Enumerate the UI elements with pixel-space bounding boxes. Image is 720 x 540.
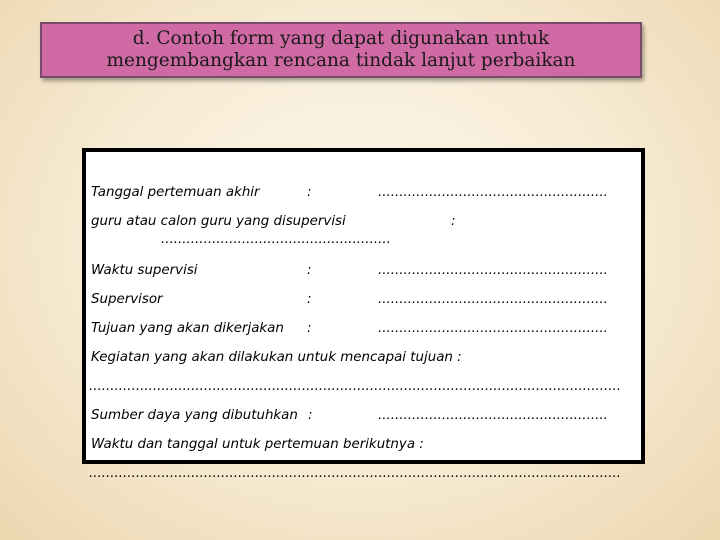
blank-waktu-tanggal[interactable]: ............................................................................................................................. — [89, 466, 622, 481]
blank-tanggal-pertemuan[interactable]: ...................................................... — [378, 185, 608, 200]
colon-tujuan: : — [307, 321, 312, 336]
label-tujuan: Tujuan yang akan dikerjakan — [91, 321, 284, 336]
slide-title-line-1: d. Contoh form yang dapat digunakan untuk — [132, 28, 550, 49]
label-guru-disupervisi: guru atau calon guru yang disupervisi — [91, 214, 346, 229]
blank-guru-disupervisi[interactable]: ...................................................... — [161, 232, 391, 247]
label-tanggal-pertemuan: Tanggal pertemuan akhir — [91, 185, 260, 200]
label-supervisor: Supervisor — [91, 292, 163, 307]
blank-waktu-supervisi[interactable]: ...................................................... — [378, 263, 608, 278]
colon-waktu-supervisi: : — [307, 263, 312, 278]
colon-guru-disupervisi: : — [451, 214, 456, 229]
label-kegiatan: Kegiatan yang akan dilakukan untuk mencapai tujuan : — [91, 350, 462, 365]
colon-tanggal-pertemuan: : — [307, 185, 312, 200]
blank-sumber-daya[interactable]: ...................................................... — [378, 408, 608, 423]
colon-sumber-daya: : — [308, 408, 313, 423]
slide-title — [40, 22, 642, 78]
label-waktu-supervisi: Waktu supervisi — [91, 263, 198, 278]
blank-supervisor[interactable]: ...................................................... — [378, 292, 608, 307]
blank-tujuan[interactable]: ...................................................... — [378, 321, 608, 336]
blank-kegiatan[interactable]: ............................................................................................................................. — [89, 379, 622, 394]
label-sumber-daya: Sumber daya yang dibutuhkan — [91, 408, 298, 423]
slide-title-line-2: mengembangkan rencana tindak lanjut perbaikan — [106, 50, 576, 71]
label-waktu-tanggal: Waktu dan tanggal untuk pertemuan berikutnya : — [91, 437, 424, 452]
colon-supervisor: : — [307, 292, 312, 307]
